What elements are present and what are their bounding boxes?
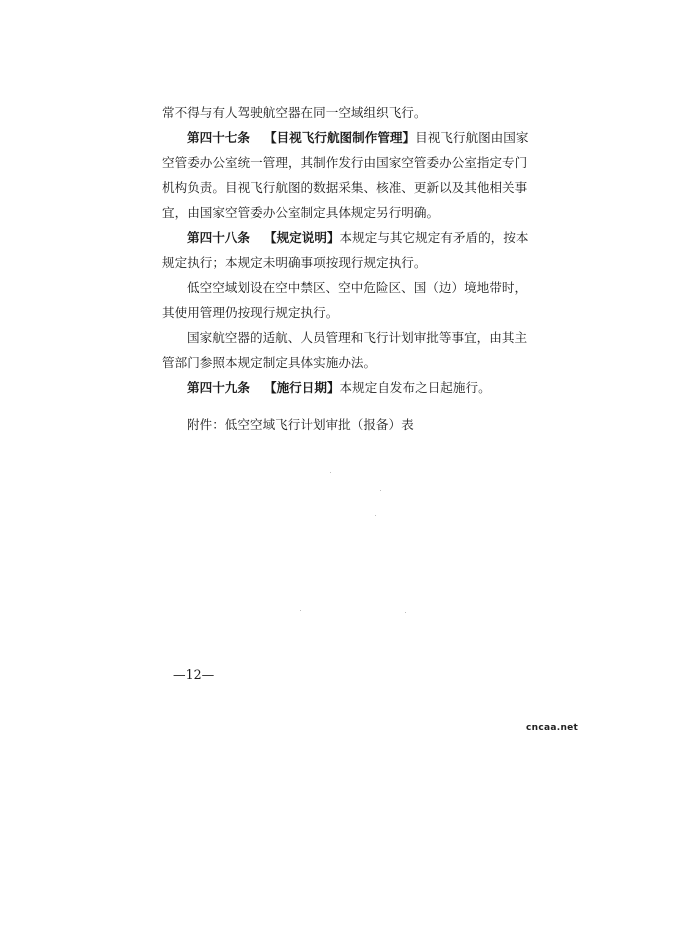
article-48-number: 第四十八条: [187, 230, 250, 245]
article-48-first-line: [162, 225, 532, 250]
scan-speck: [330, 472, 331, 473]
scan-speck: [300, 610, 301, 611]
page-number: —12—: [173, 667, 215, 682]
article-48-paragraph-2: 低空空域划设在空中禁区、空中危险区、国（边）境地带时，: [187, 280, 528, 295]
article-47-number: 第四十七条: [187, 130, 250, 145]
continued-text-line: 常不得与有人驾驶航空器在同一空域组织飞行。: [162, 105, 427, 120]
article-49-first-line: [162, 375, 532, 400]
article-47-title: 【目视飞行航图制作管理】: [263, 130, 416, 145]
article-47-text: 目视飞行航图由国家: [415, 130, 529, 145]
article-47-line: 机构负责。目视飞行航图的数据采集、核准、更新以及其他相关事: [162, 180, 528, 195]
article-47-first-line: [162, 125, 532, 150]
article-47-line: 宜，由国家空管委办公室制定具体规定另行明确。: [162, 205, 440, 220]
scan-speck: [375, 515, 376, 516]
article-49-title: 【施行日期】: [263, 380, 340, 395]
article-49-text: 本规定自发布之日起施行。: [339, 380, 491, 395]
article-48-line: 规定执行；本规定未明确事项按现行规定执行。: [162, 255, 427, 270]
article-49-number: 第四十九条: [187, 380, 250, 395]
attachment-note: 附件：低空空域飞行计划审批（报备）表: [187, 417, 414, 432]
article-48-line: 管部门参照本规定制定具体实施办法。: [162, 355, 377, 370]
article-48-paragraph-3: 国家航空器的适航、人员管理和飞行计划审批等事宜，由其主: [187, 330, 528, 345]
scan-speck: [380, 490, 381, 491]
article-48-title: 【规定说明】: [263, 230, 340, 245]
article-47-line: 空管委办公室统一管理，其制作发行由国家空管委办公室指定专门: [162, 155, 528, 170]
article-49: [162, 375, 532, 400]
watermark: cncaa.net: [526, 723, 579, 733]
article-48-line: 其使用管理仍按现行规定执行。: [162, 305, 339, 320]
document-body: [162, 100, 532, 400]
article-47: [162, 125, 532, 225]
article-48-text: 本规定与其它规定有矛盾的，按本: [339, 230, 529, 245]
scan-speck: [405, 612, 406, 613]
article-48: [162, 225, 532, 375]
